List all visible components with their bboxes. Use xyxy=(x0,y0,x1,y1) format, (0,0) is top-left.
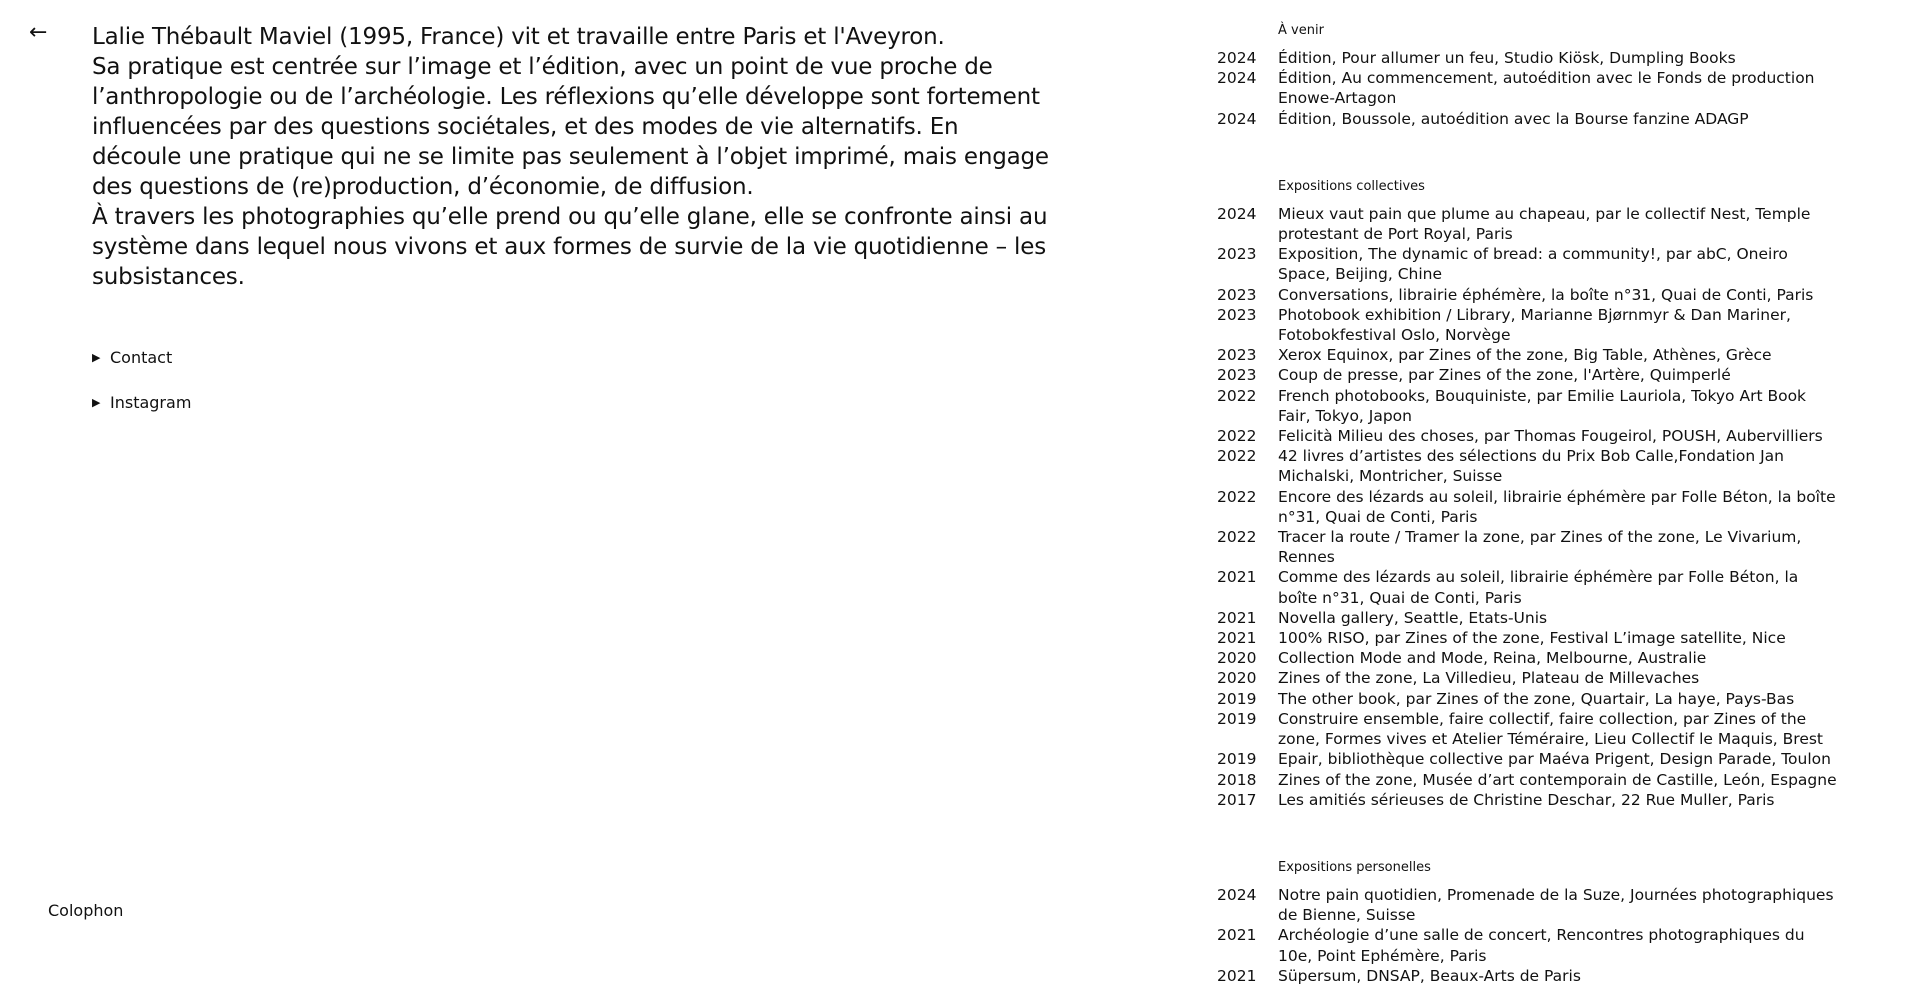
entry-text: Édition, Boussole, autoédition avec la Bourse fanzine ADAGP xyxy=(1278,109,1749,128)
list-item xyxy=(1217,689,1837,709)
entry-year: 2024 xyxy=(1217,109,1257,128)
list-item xyxy=(1217,885,1837,925)
entry-year: 2024 xyxy=(1217,49,1257,67)
entry-year: 2019 xyxy=(1217,689,1257,708)
entry-text: Mieux vaut pain que plume au chapeau, par le collectif Nest, Temple protestant de Port Royal, Paris xyxy=(1278,204,1811,244)
entry-text: Comme des lézards au soleil, librairie éphémère par Folle Béton, la boîte n°31, Quai de Conti, Paris xyxy=(1278,568,1799,607)
section-title: Expositions personelles xyxy=(1278,859,1431,875)
section-title: Expositions collectives xyxy=(1278,178,1425,194)
entry-year: 2023 xyxy=(1217,245,1257,264)
contact-toggle[interactable] xyxy=(92,348,172,368)
list-item xyxy=(1217,386,1837,426)
list-item xyxy=(1217,204,1837,244)
list-item xyxy=(1217,749,1837,769)
entry-year: 2022 xyxy=(1217,487,1257,506)
section-title: À venir xyxy=(1278,23,1324,38)
list-item xyxy=(1217,925,1837,965)
entry-text: Collection Mode and Mode, Reina, Melbourne, Australie xyxy=(1278,649,1707,668)
entry-year: 2020 xyxy=(1217,669,1257,688)
instagram-label: Instagram xyxy=(110,393,192,412)
section-collective xyxy=(1217,178,1837,810)
entry-year: 2022 xyxy=(1217,447,1257,466)
entry-year: 2024 xyxy=(1217,885,1257,904)
list-item xyxy=(1217,285,1837,305)
list-item xyxy=(1217,345,1837,365)
entry-text: Notre pain quotidien, Promenade de la Suze, Journées photographiques de Bienne, Suisse xyxy=(1278,885,1834,925)
entry-text: Novella gallery, Seattle, Etats-Unis xyxy=(1278,608,1548,627)
entry-year: 2021 xyxy=(1217,608,1257,627)
entry-year: 2018 xyxy=(1217,770,1257,789)
list-item xyxy=(1217,668,1837,688)
entry-text: Epair, bibliothèque collective par Maéva Prigent, Design Parade, Toulon xyxy=(1278,750,1831,769)
list-item xyxy=(1217,109,1837,129)
disclosure-triangle-icon: ▶ xyxy=(92,396,101,409)
collective-list xyxy=(1217,204,1837,810)
list-item xyxy=(1217,567,1837,607)
instagram-toggle[interactable] xyxy=(92,393,191,413)
entry-text: Zines of the zone, Musée d’art contemporain de Castille, León, Espagne xyxy=(1278,770,1837,789)
list-item xyxy=(1217,966,1837,986)
entry-text: Felicità Milieu des choses, par Thomas Fougeirol, POUSH, Aubervilliers xyxy=(1278,427,1823,446)
entry-text: Photobook exhibition / Library, Marianne Bjørnmyr & Dan Mariner, Fotobokfestival Oslo, Norvège xyxy=(1278,305,1791,345)
list-item xyxy=(1217,244,1837,284)
entry-text: Archéologie d’une salle de concert, Rencontres photographiques du 10e, Point Ephémère, Paris xyxy=(1278,926,1805,965)
bio-paragraph-2: Sa pratique est centrée sur l’image et l’édition, avec un point de vue proche de l’anthropologie ou de l’archéologie. Les réflexions qu’elle développe sont fortement influencées par des questions sociétales, et des modes de vie alternatifs. En découle une pratique qui ne se limite pas seulement à l’objet imprimé, mais engage des questions de (re)production, d’économie, de diffusion. xyxy=(92,54,1049,200)
list-item xyxy=(1217,48,1837,68)
entry-year: 2022 xyxy=(1217,528,1257,547)
entry-year: 2023 xyxy=(1217,366,1257,385)
colophon-link[interactable]: Colophon xyxy=(48,901,124,920)
entry-text: 42 livres d’artistes des sélections du Prix Bob Calle,Fondation Jan Michalski, Montricher, Suisse xyxy=(1278,447,1785,486)
entry-text: Édition, Au commencement, autoédition avec le Fonds de production Enowe-Artagon xyxy=(1278,69,1815,108)
upcoming-list xyxy=(1217,48,1837,129)
entry-text: The other book, par Zines of the zone, Quartair, La haye, Pays-Bas xyxy=(1278,689,1795,708)
entry-text: Édition, Pour allumer un feu, Studio Kiösk, Dumpling Books xyxy=(1278,49,1736,67)
entry-year: 2023 xyxy=(1217,285,1257,304)
entry-year: 2024 xyxy=(1217,204,1257,223)
cv-column xyxy=(1217,22,1837,986)
list-item xyxy=(1217,628,1837,648)
list-item xyxy=(1217,487,1837,527)
entry-text: Süpersum, DNSAP, Beaux-Arts de Paris xyxy=(1278,966,1581,985)
list-item xyxy=(1217,365,1837,385)
list-item xyxy=(1217,709,1837,749)
list-item xyxy=(1217,527,1837,567)
list-item xyxy=(1217,305,1837,345)
list-item xyxy=(1217,426,1837,446)
entry-text: Les amitiés sérieuses de Christine Deschar, 22 Rue Muller, Paris xyxy=(1278,790,1775,809)
entry-year: 2021 xyxy=(1217,568,1257,587)
entry-text: Construire ensemble, faire collectif, faire collection, par Zines of the zone, Formes vives et Atelier Téméraire, Lieu Collectif le Maquis, Brest xyxy=(1278,709,1824,749)
back-arrow-icon[interactable]: ← xyxy=(29,20,48,45)
entry-year: 2019 xyxy=(1217,750,1257,769)
entry-text: Conversations, librairie éphémère, la boîte n°31, Quai de Conti, Paris xyxy=(1278,285,1814,304)
entry-text: Zines of the zone, La Villedieu, Plateau de Millevaches xyxy=(1278,669,1700,688)
entry-text: Encore des lézards au soleil, librairie éphémère par Folle Béton, la boîte n°31, Quai de Conti, Paris xyxy=(1278,487,1836,526)
entry-text: Exposition, The dynamic of bread: a community!, par abC, Oneiro Space, Beijing, Chine xyxy=(1278,245,1788,284)
list-item xyxy=(1217,608,1837,628)
entry-year: 2024 xyxy=(1217,69,1257,88)
entry-year: 2021 xyxy=(1217,926,1257,945)
bio-text xyxy=(92,22,1052,292)
list-item xyxy=(1217,770,1837,790)
entry-year: 2017 xyxy=(1217,790,1257,809)
entry-text: 100% RISO, par Zines of the zone, Festival L’image satellite, Nice xyxy=(1278,629,1786,648)
entry-year: 2023 xyxy=(1217,305,1257,324)
section-personal xyxy=(1217,859,1837,986)
entry-year: 2019 xyxy=(1217,709,1257,728)
personal-list xyxy=(1217,885,1837,986)
list-item xyxy=(1217,648,1837,668)
entry-text: French photobooks, Bouquiniste, par Emilie Lauriola, Tokyo Art Book Fair, Tokyo, Japon xyxy=(1278,386,1807,425)
entry-year: 2020 xyxy=(1217,649,1257,668)
entry-year: 2021 xyxy=(1217,966,1257,985)
contact-label: Contact xyxy=(110,348,173,367)
list-item xyxy=(1217,790,1837,810)
entry-year: 2021 xyxy=(1217,629,1257,648)
entry-year: 2022 xyxy=(1217,427,1257,446)
bio-paragraph-1: Lalie Thébault Maviel (1995, France) vit et travaille entre Paris et l'Aveyron. xyxy=(92,24,945,50)
list-item xyxy=(1217,68,1837,108)
section-upcoming xyxy=(1217,22,1837,129)
bio-paragraph-3: À travers les photographies qu’elle prend ou qu’elle glane, elle se confronte ainsi au système dans lequel nous vivons et aux formes de survie de la vie quotidienne – les subsistances. xyxy=(92,204,1048,290)
entry-year: 2022 xyxy=(1217,386,1257,405)
entry-text: Xerox Equinox, par Zines of the zone, Big Table, Athènes, Grèce xyxy=(1278,346,1772,365)
entry-year: 2023 xyxy=(1217,346,1257,365)
disclosure-triangle-icon: ▶ xyxy=(92,351,101,364)
entry-text: Tracer la route / Tramer la zone, par Zines of the zone, Le Vivarium, Rennes xyxy=(1278,528,1802,567)
entry-text: Coup de presse, par Zines of the zone, l'Artère, Quimperlé xyxy=(1278,366,1731,385)
list-item xyxy=(1217,446,1837,486)
